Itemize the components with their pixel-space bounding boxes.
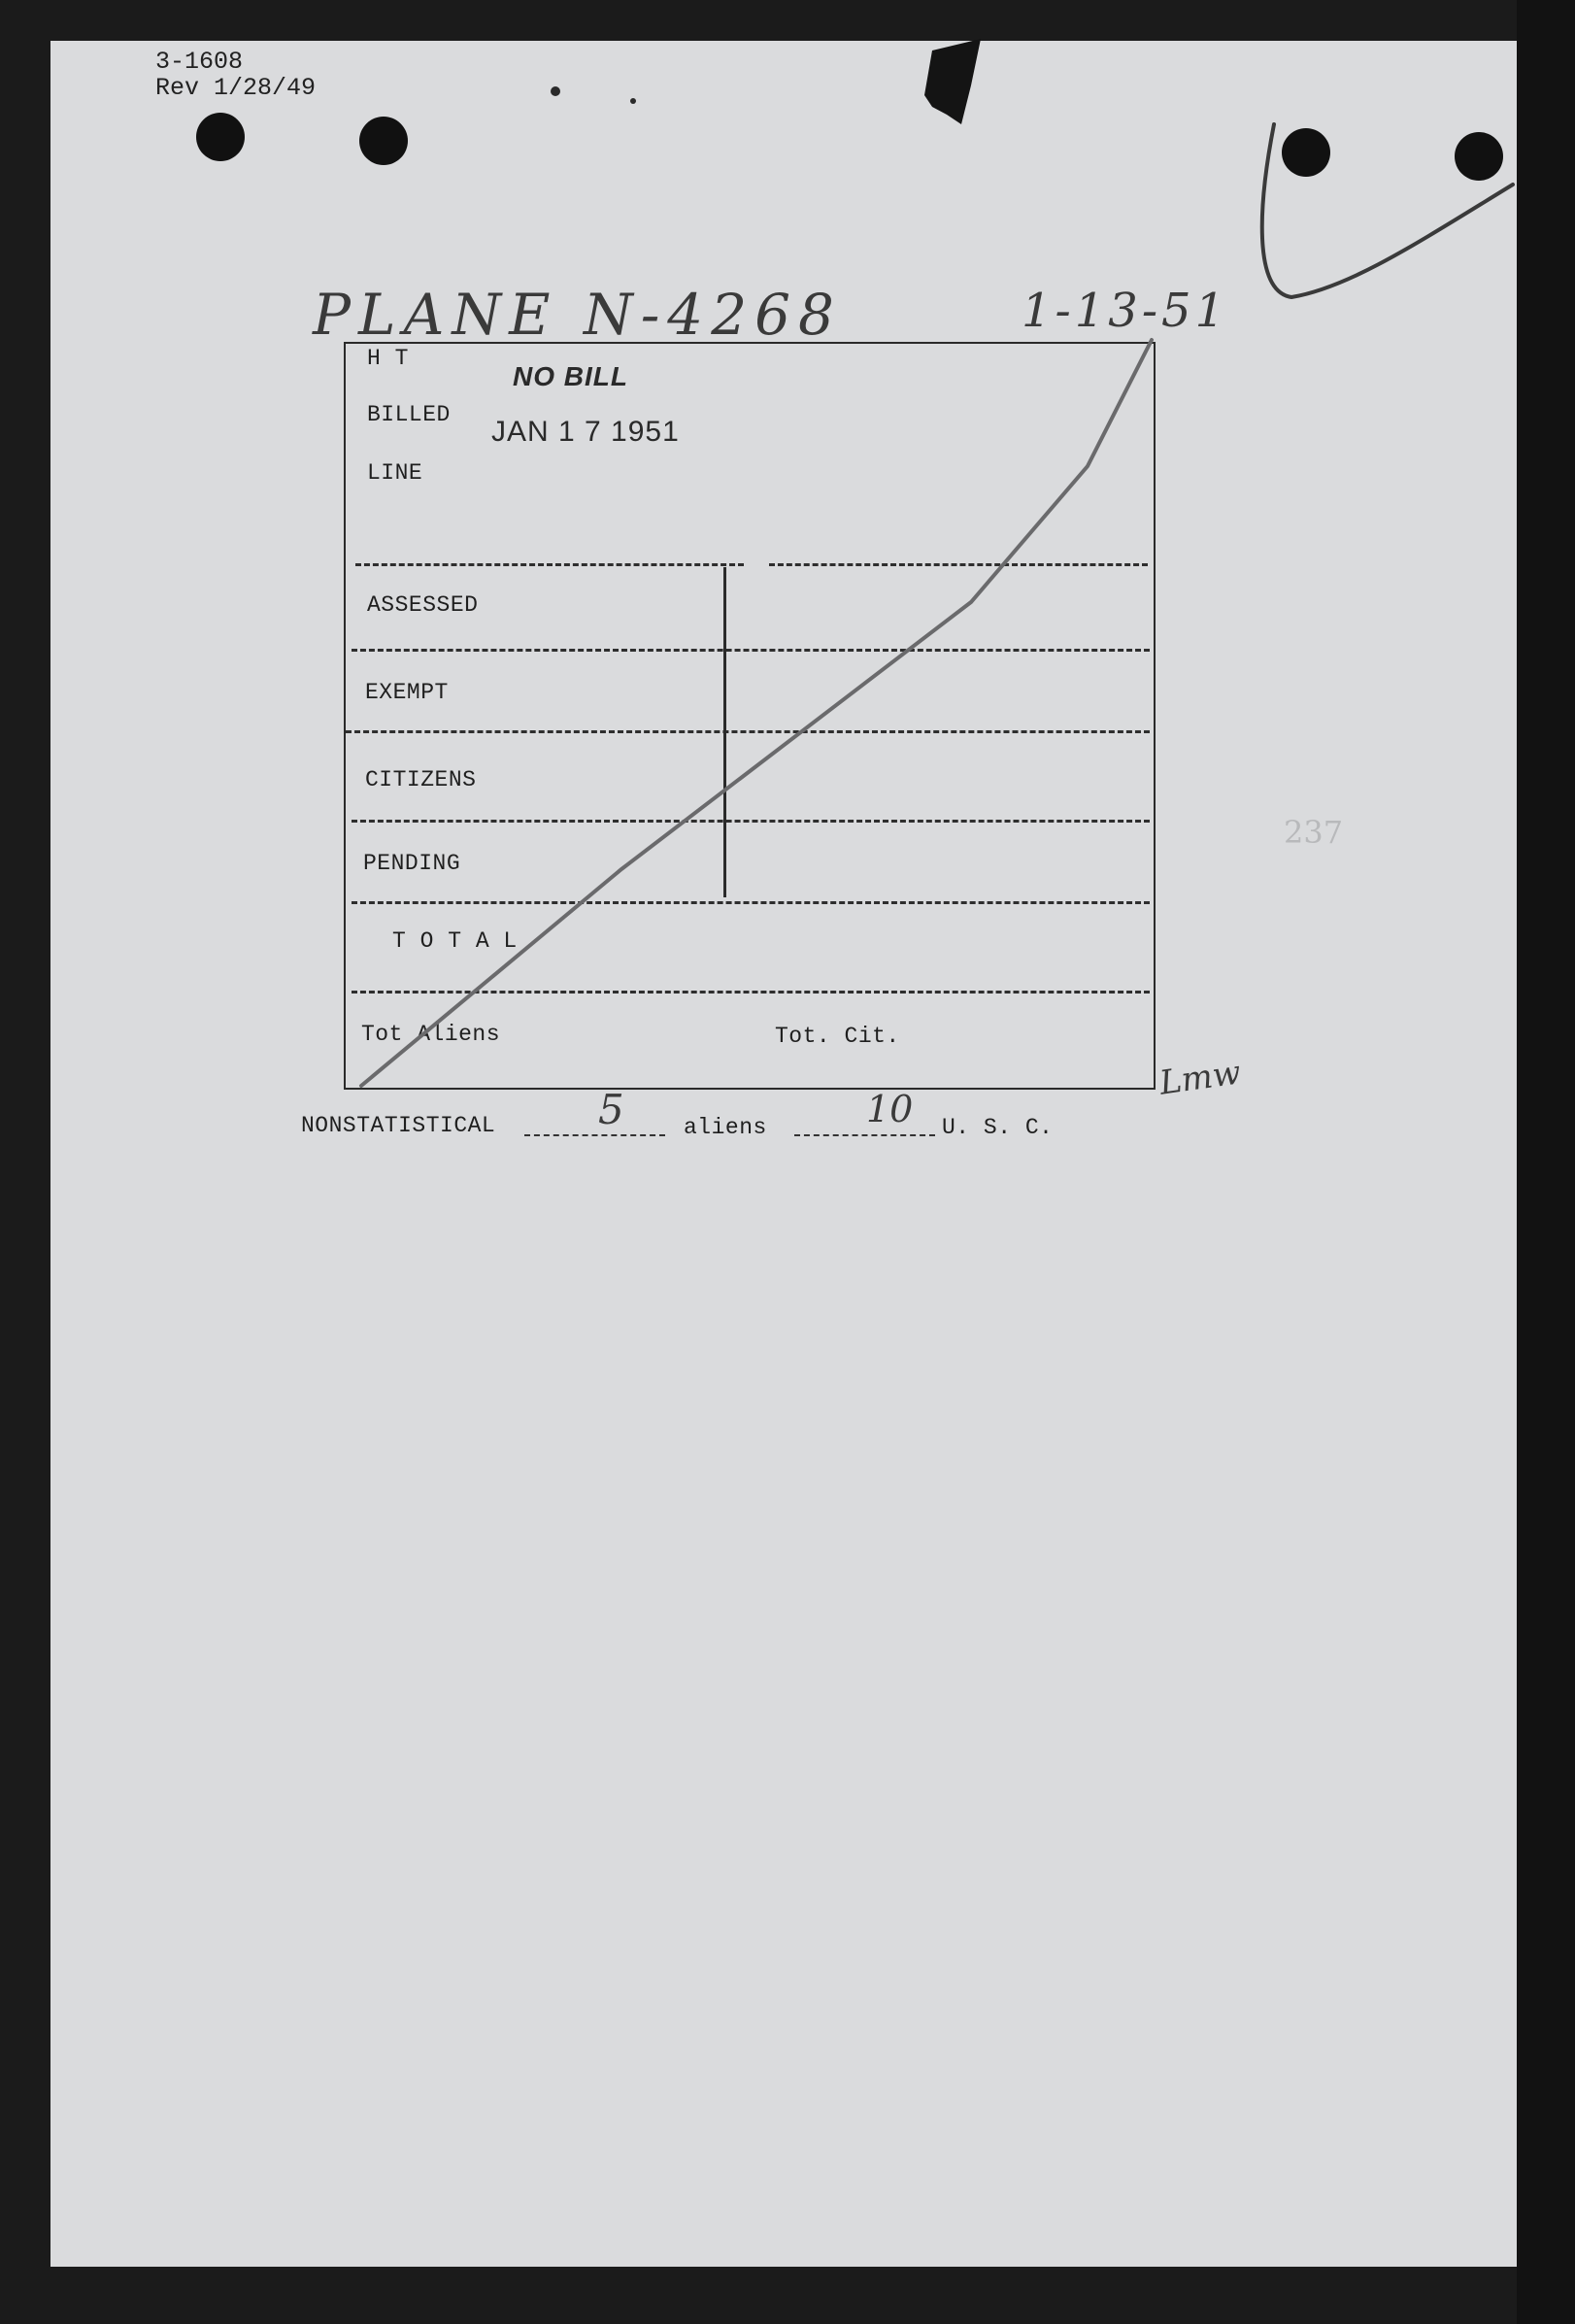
page-number: 237	[1284, 814, 1344, 851]
stamp-date: JAN 1 7 1951	[491, 416, 680, 448]
form-number: 3-1608	[155, 48, 244, 76]
ink-speck	[551, 86, 560, 96]
ink-speck	[630, 98, 636, 104]
label-assessed: ASSESSED	[367, 592, 479, 618]
handwritten-aliens-count: 5	[598, 1086, 624, 1133]
label-line: LINE	[367, 460, 423, 486]
handwritten-date: 1-13-51	[1022, 284, 1229, 338]
label-aliens: aliens	[684, 1115, 767, 1140]
ink-blot	[924, 39, 981, 124]
label-ht: H T	[367, 346, 409, 371]
cancel-diagonal-line	[361, 340, 1152, 1086]
handwritten-plane-number: PLANE N-4268	[313, 282, 842, 348]
label-nonstatistical: NONSTATISTICAL	[301, 1113, 496, 1138]
handwritten-usc-count: 10	[866, 1088, 914, 1130]
handwritten-initials: Lmw	[1156, 1053, 1244, 1103]
stamp-status: NO BILL	[513, 361, 628, 391]
label-tot-cit: Tot. Cit.	[775, 1024, 900, 1049]
label-billed: BILLED	[367, 402, 451, 427]
check-mark-stroke	[1262, 124, 1513, 297]
form-revision: Rev 1/28/49	[155, 74, 317, 102]
label-tot-aliens: Tot Aliens	[361, 1022, 501, 1047]
label-pending: PENDING	[363, 851, 461, 876]
label-citizens: CITIZENS	[365, 767, 477, 792]
label-total: T O T A L	[392, 928, 518, 954]
label-usc: U. S. C.	[942, 1115, 1054, 1140]
label-exempt: EXEMPT	[365, 680, 449, 705]
